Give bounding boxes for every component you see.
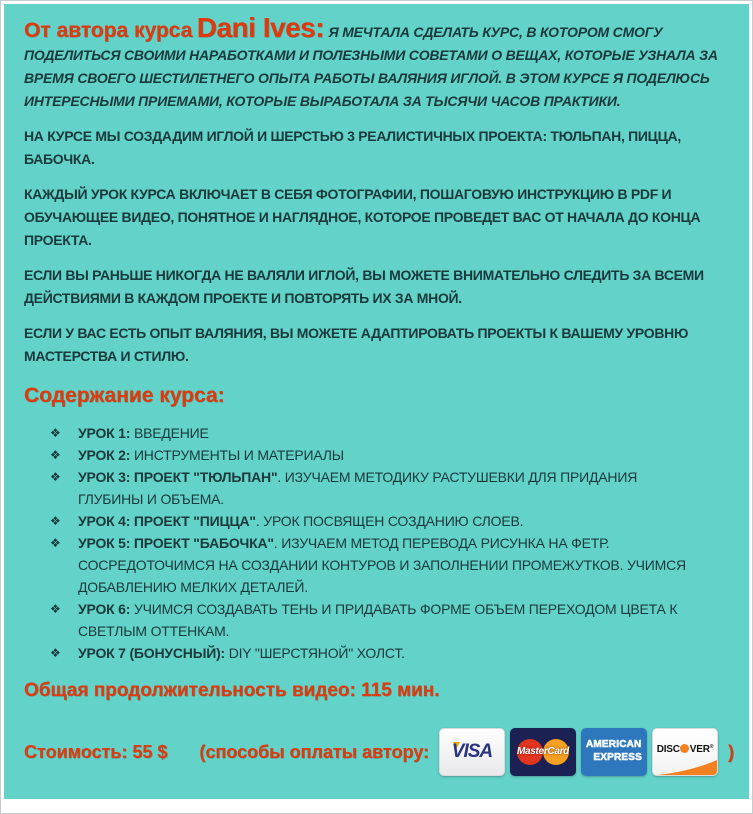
mastercard-card-icon <box>510 728 576 776</box>
lesson-description: ИНСТРУМЕНТЫ И МАТЕРИАЛЫ <box>130 447 344 463</box>
american-express-card-icon <box>581 728 647 776</box>
visa-label: VISA <box>451 741 493 762</box>
duration-line: Общая продолжительность видео: 115 мин. <box>24 680 440 701</box>
lesson-description: . ИЗУЧАЕМ МЕТОД ПЕРЕВОДА РИСУНКА НА ФЕТР. СОСРЕДОТОЧИМСЯ НА СОЗДАНИИ КОНТУРОВ И ЗАПОЛНЕНИИ ПРОМЕЖУТКОВ. УЧИМСЯ ДОБАВЛЕНИЮ МЕЛКИХ ДЕТАЛЕЙ. <box>78 535 686 595</box>
paragraph-lesson-format: КАЖДЫЙ УРОК КУРСА ВКЛЮЧАЕТ В СЕБЯ ФОТОГРАФИИ, ПОШАГОВУЮ ИНСТРУКЦИЮ В PDF И ОБУЧАЮЩЕЕ ВИДЕО, ПОНЯТНОЕ И НАГЛЯДНОЕ, КОТОРОЕ ПРОВЕДЕТ ВАС ОТ НАЧАЛА ДО КОНЦА ПРОЕКТА. <box>24 186 701 248</box>
lesson-title: УРОК 1: <box>78 425 131 441</box>
lesson-item <box>50 532 690 598</box>
paragraph-beginners: ЕСЛИ ВЫ РАНЬШЕ НИКОГДА НЕ ВАЛЯЛИ ИГЛОЙ, ВЫ МОЖЕТЕ ВНИМАТЕЛЬНО СЛЕДИТЬ ЗА ВСЕМИ ДЕЙСТВИЯМИ В КАЖДОМ ПРОЕКТЕ И ПОВТОРЯТЬ ИХ ЗА МНОЙ. <box>24 267 704 306</box>
lesson-title: УРОК 3: ПРОЕКТ "ТЮЛЬПАН" <box>78 469 278 485</box>
discover-orange-o-icon <box>680 744 689 753</box>
lesson-description: . ИЗУЧАЕМ МЕТОДИКУ РАСТУШЕВКИ ДЛЯ ПРИДАНИЯ ГЛУБИНЫ И ОБЪЕМА. <box>78 469 638 507</box>
lesson-text <box>78 642 405 664</box>
diamond-bullet-icon: ❖ <box>50 448 61 462</box>
discover-label <box>653 744 717 755</box>
lesson-title: УРОК 5: ПРОЕКТ "БАБОЧКА" <box>78 535 274 551</box>
lesson-text <box>78 444 344 466</box>
payment-row <box>24 728 734 776</box>
lesson-item <box>50 466 690 510</box>
paragraph-experienced: ЕСЛИ У ВАС ЕСТЬ ОПЫТ ВАЛЯНИЯ, ВЫ МОЖЕТЕ АДАПТИРОВАТЬ ПРОЕКТЫ К ВАШЕМУ УРОВНЮ МАСТЕРСТВА И СТИЛЮ. <box>24 325 689 364</box>
diamond-bullet-icon: ❖ <box>50 646 61 660</box>
paragraph-projects: НА КУРСЕ МЫ СОЗДАДИМ ИГЛОЙ И ШЕРСТЬЮ 3 РЕАЛИСТИЧНЫХ ПРОЕКТА: ТЮЛЬПАН, ПИЦЦА, БАБОЧКА. <box>24 128 681 167</box>
lesson-text <box>78 510 523 532</box>
amex-label-top: AMERICAN <box>585 739 642 750</box>
lesson-description: УЧИМСЯ СОЗДАВАТЬ ТЕНЬ И ПРИДАВАТЬ ФОРМЕ ОБЪЕМ ПЕРЕХОДОМ ЦВЕТА К СВЕТЛЫМ ОТТЕНКАМ. <box>78 601 678 639</box>
lesson-title: УРОК 7 (БОНУСНЫЙ): <box>78 645 226 661</box>
diamond-bullet-icon: ❖ <box>50 514 61 528</box>
price-label: Стоимость: 55 $ <box>24 741 168 762</box>
diamond-bullet-icon: ❖ <box>50 426 61 440</box>
diamond-bullet-icon: ❖ <box>50 470 61 484</box>
lesson-title: УРОК 4: ПРОЕКТ "ПИЦЦА" <box>78 513 256 529</box>
lesson-text <box>78 422 209 444</box>
intro-text: Я МЕЧТАЛА СДЕЛАТЬ КУРС, В КОТОРОМ СМОГУ ПОДЕЛИТЬСЯ СВОИМИ НАРАБОТКАМИ И ПОЛЕЗНЫМИ СОВЕТАМИ О ВЕЩАХ, КОТОРЫЕ УЗНАЛА ЗА ВРЕМЯ СВОЕГО ШЕСТИЛЕТНЕГО ОПЫТА РАБОТЫ ВАЛЯНИЯ ИГЛОЙ. В ЭТОМ КУРСЕ Я ПОДЕЛЮСЬ ИНТЕРЕСНЫМИ ПРИЕМАМИ, КОТОРЫЕ ВЫРАБОТАЛА ЗА ТЫСЯЧИ ЧАСОВ ПРАКТИКИ. <box>24 24 718 109</box>
lesson-item <box>50 510 690 532</box>
lesson-item <box>50 642 690 664</box>
visa-card-icon <box>439 728 505 776</box>
discover-swoosh-icon <box>653 760 717 775</box>
discover-registered-mark: ® <box>709 744 714 750</box>
discover-card-icon <box>652 728 718 776</box>
lesson-description: ВВЕДЕНИЕ <box>130 425 209 441</box>
intro-prefix: От автора курса <box>24 19 193 42</box>
contents-heading: Содержание курса: <box>24 384 225 407</box>
author-name: Dani Ives: <box>196 12 325 43</box>
payment-cards <box>439 728 718 776</box>
lesson-list <box>50 422 690 664</box>
course-description-panel <box>4 4 749 799</box>
lesson-description: DIY "ШЕРСТЯНОЙ" ХОЛСТ. <box>225 645 405 661</box>
amex-label-bottom: EXPRESS <box>593 752 642 763</box>
discover-label-prefix: DISC <box>656 744 680 755</box>
diamond-bullet-icon: ❖ <box>50 602 61 616</box>
lesson-description: . УРОК ПОСВЯЩЕН СОЗДАНИЮ СЛОЕВ. <box>255 513 524 529</box>
lesson-text <box>78 466 690 510</box>
payment-methods-label: (способы оплаты автору: <box>199 741 429 762</box>
closing-paren: ) <box>727 741 734 762</box>
lesson-item <box>50 598 690 642</box>
lesson-title: УРОК 2: <box>78 447 131 463</box>
lesson-item <box>50 422 690 444</box>
mastercard-label: MasterCard <box>516 746 569 757</box>
diamond-bullet-icon: ❖ <box>50 536 61 550</box>
lesson-text <box>78 532 690 598</box>
discover-label-suffix: VER <box>689 744 710 755</box>
lesson-item <box>50 444 690 466</box>
intro-paragraph <box>24 12 731 113</box>
lesson-text <box>78 598 690 642</box>
lesson-title: УРОК 6: <box>78 601 131 617</box>
